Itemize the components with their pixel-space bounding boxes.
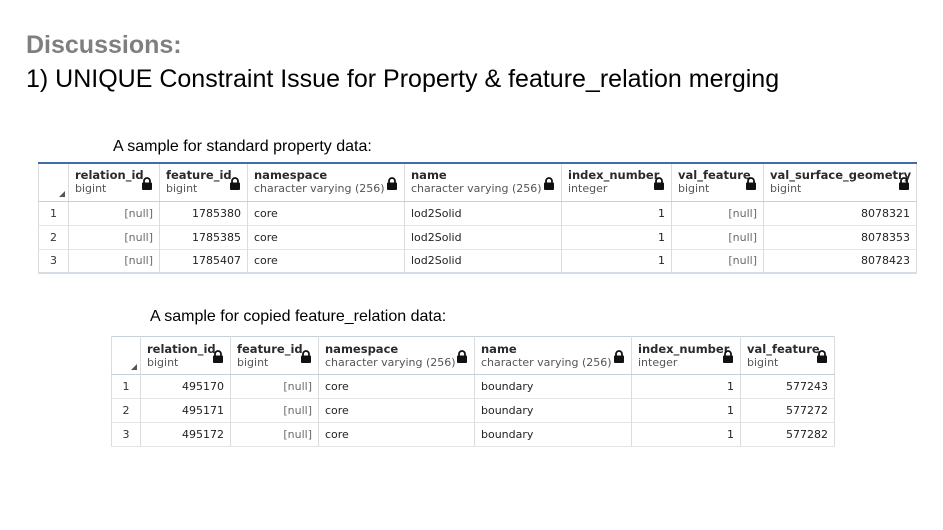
column-name: namespace (325, 341, 399, 356)
column-name: feature_id (237, 341, 303, 356)
cell-namespace[interactable]: core (319, 423, 475, 447)
cell-val-feature[interactable]: [null] (672, 225, 764, 249)
column-type: integer (638, 355, 678, 369)
feature-relation-data-grid (111, 336, 835, 447)
table-row[interactable] (39, 201, 917, 225)
lock-icon (229, 177, 241, 190)
column-type: integer (568, 182, 608, 196)
column-header-index-number[interactable] (632, 337, 741, 375)
column-name: val_surface_geometry (770, 168, 912, 183)
column-type: bigint (770, 182, 802, 196)
cell-relation-id[interactable]: [null] (69, 225, 160, 249)
cell-index-number[interactable]: 1 (632, 375, 741, 399)
cell-val-feature[interactable]: 577243 (741, 375, 835, 399)
column-header-relation-id[interactable] (141, 337, 231, 375)
cell-val-feature[interactable]: [null] (672, 201, 764, 225)
cell-index-number[interactable]: 1 (632, 399, 741, 423)
column-header-index-number[interactable] (562, 163, 672, 201)
column-type: bigint (147, 355, 179, 369)
cell-relation-id[interactable]: 495170 (141, 375, 231, 399)
column-name: index_number (638, 341, 730, 356)
lock-icon (898, 177, 910, 190)
column-type: bigint (75, 182, 107, 196)
cell-feature-id[interactable]: [null] (231, 399, 319, 423)
column-type: bigint (678, 182, 710, 196)
row-number[interactable]: 2 (39, 225, 69, 249)
column-type: character varying (256) (411, 182, 542, 196)
column-type: bigint (237, 355, 269, 369)
table-row[interactable] (39, 249, 917, 273)
column-type: bigint (747, 355, 779, 369)
cell-feature-id[interactable]: [null] (231, 423, 319, 447)
column-name: val_feature (678, 168, 751, 183)
column-name: val_feature (747, 341, 820, 356)
grid-header-row (112, 337, 835, 375)
cell-val-feature[interactable]: 577272 (741, 399, 835, 423)
table-row[interactable] (112, 375, 835, 399)
corner-triangle-icon (131, 364, 137, 370)
row-number[interactable]: 1 (39, 201, 69, 225)
column-name: feature_id (166, 168, 232, 183)
lock-icon (745, 177, 757, 190)
cell-name[interactable]: boundary (475, 423, 632, 447)
column-name: namespace (254, 168, 328, 183)
cell-namespace[interactable]: core (248, 201, 405, 225)
cell-namespace[interactable]: core (248, 249, 405, 273)
column-header-name[interactable] (405, 163, 562, 201)
cell-val-feature[interactable]: 577282 (741, 423, 835, 447)
lock-icon (212, 350, 224, 363)
cell-namespace[interactable]: core (319, 399, 475, 423)
table-row[interactable] (112, 399, 835, 423)
corner-triangle-icon (59, 191, 65, 197)
cell-index-number[interactable]: 1 (562, 201, 672, 225)
lock-icon (386, 177, 398, 190)
row-number[interactable]: 1 (112, 375, 141, 399)
table2-caption: A sample for copied feature_relation data: (150, 308, 447, 325)
lock-icon (456, 350, 468, 363)
cell-feature-id[interactable]: 1785407 (160, 249, 248, 273)
cell-name[interactable]: lod2Solid (405, 249, 562, 273)
cell-namespace[interactable]: core (319, 375, 475, 399)
column-header-namespace[interactable] (248, 163, 405, 201)
cell-relation-id[interactable]: [null] (69, 249, 160, 273)
cell-namespace[interactable]: core (248, 225, 405, 249)
property-data-grid (38, 162, 917, 274)
table-row[interactable] (112, 423, 835, 447)
column-name: relation_id (147, 341, 216, 356)
cell-relation-id[interactable]: 495171 (141, 399, 231, 423)
main-title: 1) UNIQUE Constraint Issue for Property & feature_relation merging (26, 65, 780, 93)
lock-icon (816, 350, 828, 363)
lock-icon (722, 350, 734, 363)
column-name: name (411, 168, 447, 183)
column-name: relation_id (75, 168, 144, 183)
column-header-feature-id[interactable] (160, 163, 248, 201)
cell-val-surface-geometry[interactable]: 8078353 (764, 225, 917, 249)
column-header-name[interactable] (475, 337, 632, 375)
lock-icon (300, 350, 312, 363)
row-number[interactable]: 3 (112, 423, 141, 447)
column-header-relation-id[interactable] (69, 163, 160, 201)
cell-feature-id[interactable]: 1785385 (160, 225, 248, 249)
column-name: name (481, 341, 517, 356)
row-number[interactable]: 2 (112, 399, 141, 423)
select-all-corner[interactable] (112, 337, 141, 375)
column-type: character varying (256) (325, 355, 456, 369)
cell-val-surface-geometry[interactable]: 8078423 (764, 249, 917, 273)
column-header-val-feature[interactable] (741, 337, 835, 375)
cell-name[interactable]: boundary (475, 375, 632, 399)
column-type: character varying (256) (254, 182, 385, 196)
column-type: character varying (256) (481, 355, 612, 369)
table-row[interactable] (39, 225, 917, 249)
cell-relation-id[interactable]: 495172 (141, 423, 231, 447)
cell-val-feature[interactable]: [null] (672, 249, 764, 273)
lock-icon (141, 177, 153, 190)
cell-name[interactable]: lod2Solid (405, 201, 562, 225)
column-name: index_number (568, 168, 660, 183)
cell-feature-id[interactable]: [null] (231, 375, 319, 399)
grid-header-row (39, 163, 917, 201)
column-type: bigint (166, 182, 198, 196)
cell-name[interactable]: boundary (475, 399, 632, 423)
cell-index-number[interactable]: 1 (632, 423, 741, 447)
lock-icon (653, 177, 665, 190)
cell-name[interactable]: lod2Solid (405, 225, 562, 249)
column-header-val-surface-geometry[interactable] (764, 163, 917, 201)
column-header-namespace[interactable] (319, 337, 475, 375)
column-header-feature-id[interactable] (231, 337, 319, 375)
cell-index-number[interactable]: 1 (562, 249, 672, 273)
cell-feature-id[interactable]: 1785380 (160, 201, 248, 225)
column-header-val-feature[interactable] (672, 163, 764, 201)
section-title: Discussions: (26, 31, 182, 59)
select-all-corner[interactable] (39, 163, 69, 201)
lock-icon (543, 177, 555, 190)
cell-index-number[interactable]: 1 (562, 225, 672, 249)
table1-caption: A sample for standard property data: (113, 138, 372, 155)
cell-val-surface-geometry[interactable]: 8078321 (764, 201, 917, 225)
lock-icon (613, 350, 625, 363)
cell-relation-id[interactable]: [null] (69, 201, 160, 225)
row-number[interactable]: 3 (39, 249, 69, 273)
